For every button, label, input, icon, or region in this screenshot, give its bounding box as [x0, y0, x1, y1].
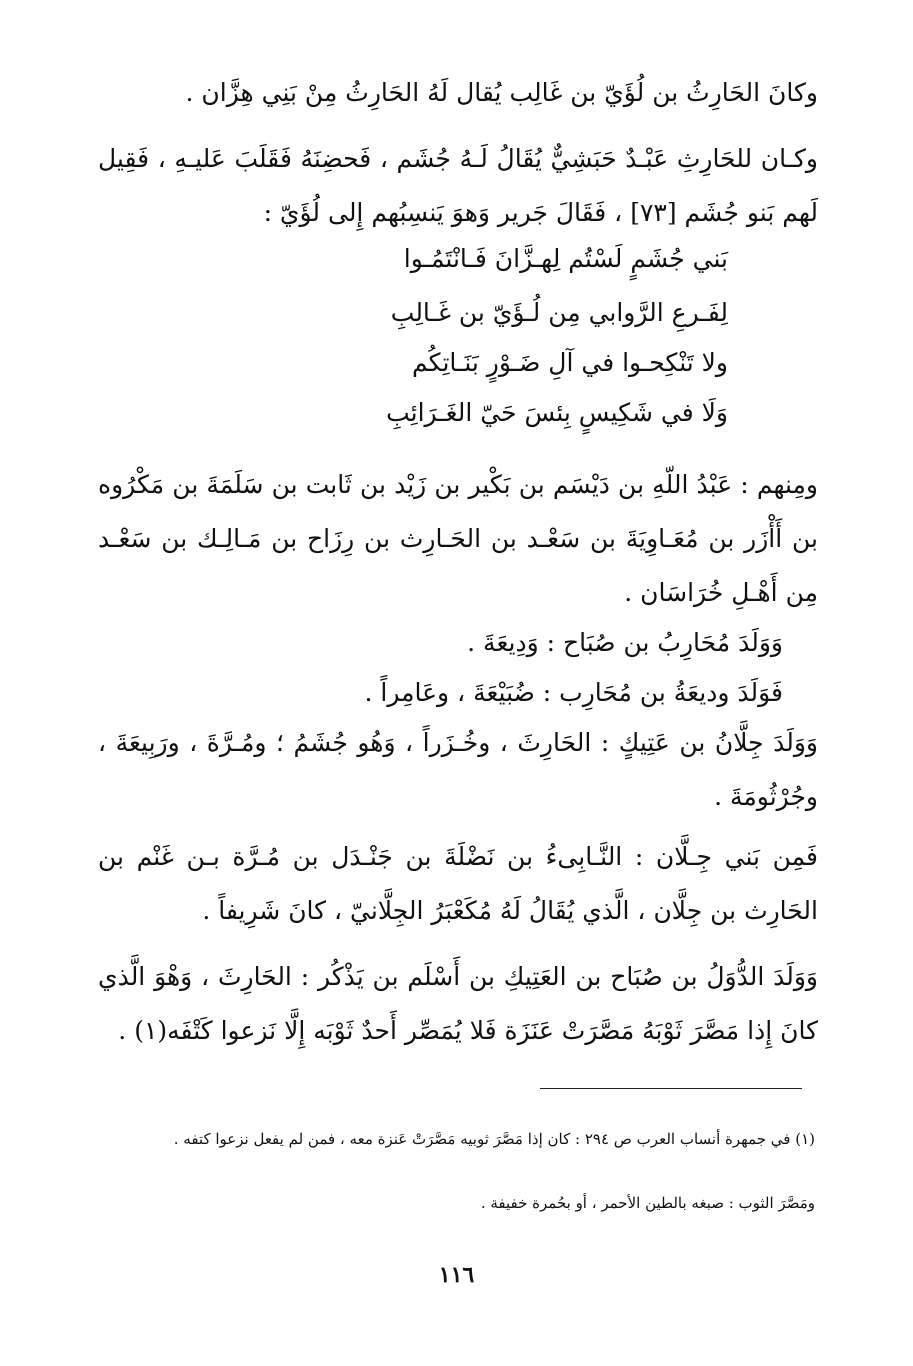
poem-line-3: ولا تَنْكِحـوا في آلِ ضَـوْرٍ بَنَـاتِكُم	[412, 348, 728, 377]
footnote-2: ومَصَّرَ الثوب : صبغه بالطين الأحمر ، أو بحُمرة خفيفة .	[480, 1194, 815, 1212]
paragraph-2: وكـان للحَارِثِ عَبْـدٌ حَبَشِيٌّ يُقَالُ لَـهُ جُشَم ، فَحضِنَهُ فَقَلَبَ عَليـهِ ، فَقِيل لَهم بَنو جُشَم [٧٣] ، فَقَالَ جَرير وَهوَ يَنسِبُهم إِلى لُؤَيّ :	[98, 144, 818, 227]
poem-line-4: وَلَا في شَكِيسٍ بِئسَ حَيّ الغَـرَائِبِ	[386, 398, 728, 427]
footnote-1: (١) في جمهرة أنساب العرب ص ٢٩٤ : كان إذا مَصَّرَ ثوبيه مَصَّرَتْ عَنزة معه ، فمن لم يفعل نزعوا كتفه .	[173, 1130, 815, 1148]
paragraph-6: وَوَلَدَ جِلَّانُ بن عَتِيكٍ : الحَارِثَ ، وخُـزَراً ، وَهُو جُشَمُ ؛ ومُـرَّةَ ، ورَبِيعَةَ ، وجُرْثُومَةَ .	[98, 728, 818, 811]
paragraph-3: ومِنهم : عَبْدُ اللّهِ بن دَيْسَم بن بَكْير بن زَيْد بن ثَابت بن سَلَمَةَ بن مَكْرُوه بن أَأْزَر بن مُعَـاوِيَةَ بن سَعْـد بن الحَـارِث بن رِزَاح بن مَـالِـك بن سَعْـد مِن أَهْـلِ خُرَاسَان .	[98, 470, 818, 607]
paragraph-5: فَوَلَدَ وديعَةُ بن مُحَارِب : ضُبَيْعَةَ ، وعَامِراً .	[364, 678, 783, 707]
page-number: ١١٦	[438, 1262, 475, 1288]
paragraph-8: وَوَلَدَ الدُّوَلُ بن صُبَاح بن العَتِيكِ بن أَسْلَم بن يَذْكُر : الحَارِثَ ، وَهْوَ الَّذي كانَ إِذا مَصَّرَ ثَوْبَهُ مَصَّرَتْ عَنَزَة فَلا يُمَصِّر أَحدٌ ثَوْبَه إِلَّا نَزعوا كَتْفَه(١) .	[98, 962, 818, 1045]
paragraph-7: فَمِن بَني جِـلَّان : النَّـابِىءُ بن نَضْلَةَ بن جَنْـدَل بن مُـرَّة بـن غَنْم بن الحَارِث بن جِلَّان ، الَّذي يُقَالُ لَهُ مُكَعْبَرُ الجِلَّانيّ ، كانَ شَرِيفاً .	[98, 842, 818, 925]
poem-line-2: لِفَـرعِ الرَّوابي مِن لُـؤَيّ بن غَـالِبِ	[390, 298, 728, 327]
footnote-separator	[540, 1088, 802, 1089]
paragraph-4: وَوَلَدَ مُحَارِبُ بن صُبَاح : وَدِيعَةَ .	[467, 628, 783, 657]
poem-line-1: بَني جُشَمٍ لَسْتُم لِهـزَّانَ فَـانْتَمُـوا	[403, 244, 728, 273]
paragraph-1: وكانَ الحَارِثُ بن لُؤَيّ بن غَالِب يُقال لَهُ الحَارِثُ مِنْ بَنِي هِزَّان .	[185, 78, 818, 107]
